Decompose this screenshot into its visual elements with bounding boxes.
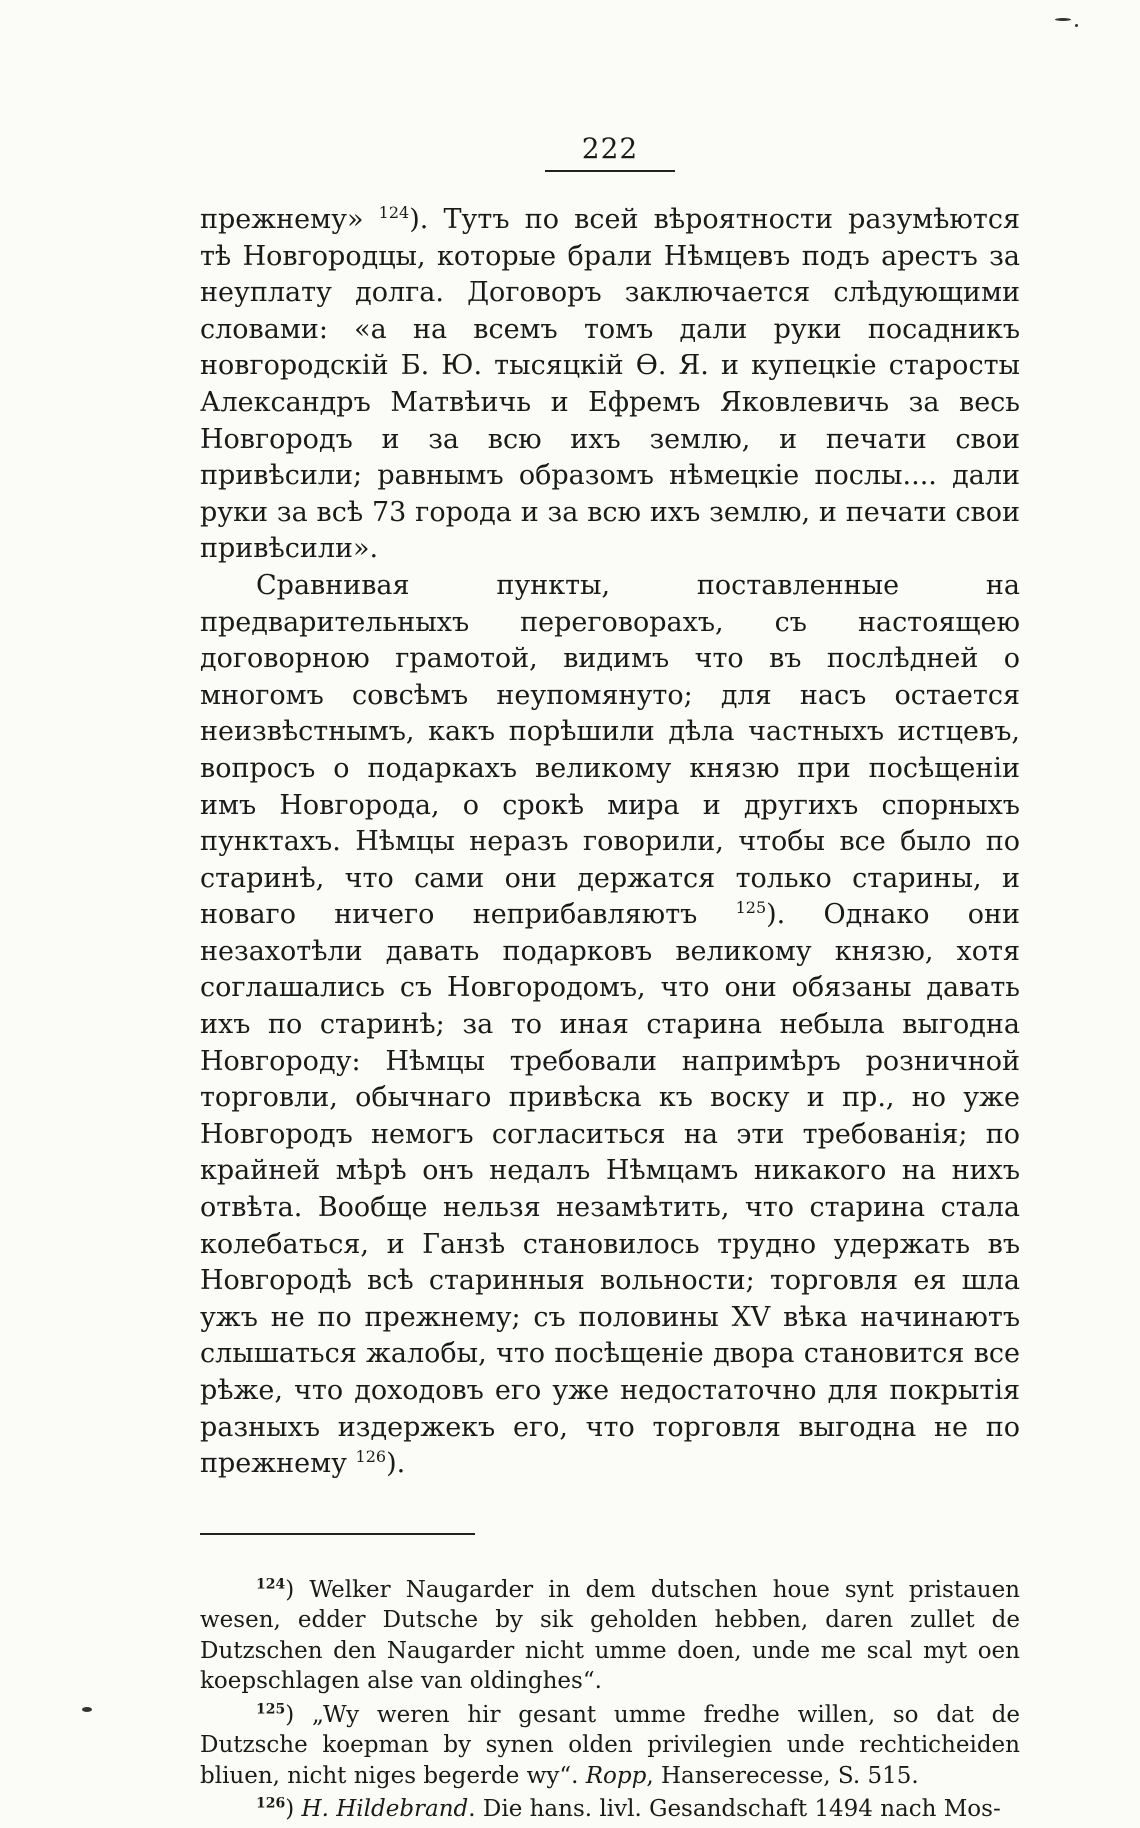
footnote-text: , Hanserecesse, S. 515.: [646, 1762, 919, 1789]
paragraph-1-text-b: ). Тутъ по всей вѣроятности разумѣются тѣ Новгородцы, которые брали Нѣмцевъ подъ арестъ за неуплату долга. Договоръ заключается слѣдующими словами: «а на всемъ томъ дали руки посадникъ новгородскій Б. Ю. тысяцкій Ѳ. Я. и купецкіе старосты Александръ Матвѣичь и Ефремъ Яковлевичь за весь Новгородъ и за всю ихъ землю, и печати свои привѣсили; равнымъ образомъ нѣмецкіе послы.... дали руки за всѣ 73 города и за всю ихъ землю, и печати свои привѣсили».: [200, 204, 1020, 565]
footnote-author: Ropp: [585, 1762, 647, 1789]
footnote-author: H. Hildebrand: [301, 1796, 469, 1823]
footnote-126: [200, 1794, 1020, 1825]
paragraph-1: [200, 202, 1020, 568]
paragraph-1-text-a: прежнему»: [200, 204, 379, 235]
page-number: 222: [581, 132, 639, 165]
page-number-rule: [545, 170, 675, 172]
paragraph-2: [200, 568, 1020, 1483]
footnote-125: [200, 1700, 1020, 1792]
footnote-text: ) „Wy weren hir gesant umme fredhe willen, so dat de Dutzsche koepman by synen olden privilegien unde rechticheiden bliuen, nicht niges begerde wy“.: [200, 1701, 1020, 1789]
scan-speck-1: [1055, 18, 1071, 21]
footnote-ref-124[interactable]: 124: [378, 203, 410, 222]
footnote-ref-126[interactable]: 126: [355, 1447, 387, 1467]
paragraph-2-text-b: ). Однако они незахотѣли давать подарковъ великому князю, хотя соглашались съ Новгородомъ, что они обязаны давать ихъ по старинѣ; за то иная старина небыла выгодна Новгороду: Нѣмцы требовали напримѣръ розничной торговли, обычнаго привѣска къ воску и пр., но уже Новгородъ немогъ согласиться на эти требованія; по крайней мѣрѣ онъ недалъ Нѣмцамъ никакого на нихъ отвѣта. Вообще нельзя незамѣтить, что старина стала колебаться, и Ганзѣ становилось трудно удержать въ Новгородѣ всѣ старинныя вольности; торговля ея шла ужъ не по прежнему; съ половины XV вѣка начинаютъ слышаться жалобы, что посѣщеніе двора становится все рѣже, что доходовъ его уже недостаточно для покрытія разныхъ издержекъ его, что торговля выгодна не по прежнему: [200, 899, 1020, 1480]
footnote-text: ): [285, 1796, 302, 1823]
footnote-number: 124: [256, 1576, 286, 1593]
paragraph-2-text-a: Сравнивая пункты, поставленные на предварительныхъ переговорахъ, съ настоящею договорною грамотой, видимъ что въ послѣдней о многомъ совсѣмъ неупомянуто; для насъ остается неизвѣстнымъ, какъ порѣшили дѣла частныхъ истцевъ, вопросъ о подаркахъ великому князю при посѣщеніи имъ Новгорода, о срокѣ мира и другихъ спорныхъ пунктахъ. Нѣмцы неразъ говорили, чтобы все было по старинѣ, что сами они держатся только старины, и новаго ничего неприбавляютъ: [200, 569, 1020, 931]
footnote-ref-125[interactable]: 125: [735, 898, 767, 918]
footnote-text: ) Welker Naugarder in dem dutschen houe synt pristauen wesen, edder Dutsche by sik geholden hebben, daren zullet de Dutzschen den Naugarder nicht umme doen, unde me scal myt oen koepschlagen alse van oldinghes“.: [200, 1576, 1020, 1695]
footnote-number: 125: [256, 1701, 286, 1718]
page: [200, 132, 1020, 1828]
footnote-124: [200, 1575, 1020, 1697]
footnote-number: 126: [256, 1795, 286, 1812]
footnote-text: . Die hans. livl. Gesandschaft 1494 nach Mos-: [468, 1796, 1001, 1823]
footnote-separator: [200, 1533, 475, 1535]
scan-speck-3: [82, 1707, 92, 1712]
scan-speck-2: [1075, 24, 1078, 27]
paragraph-2-text-c: ).: [386, 1448, 406, 1480]
